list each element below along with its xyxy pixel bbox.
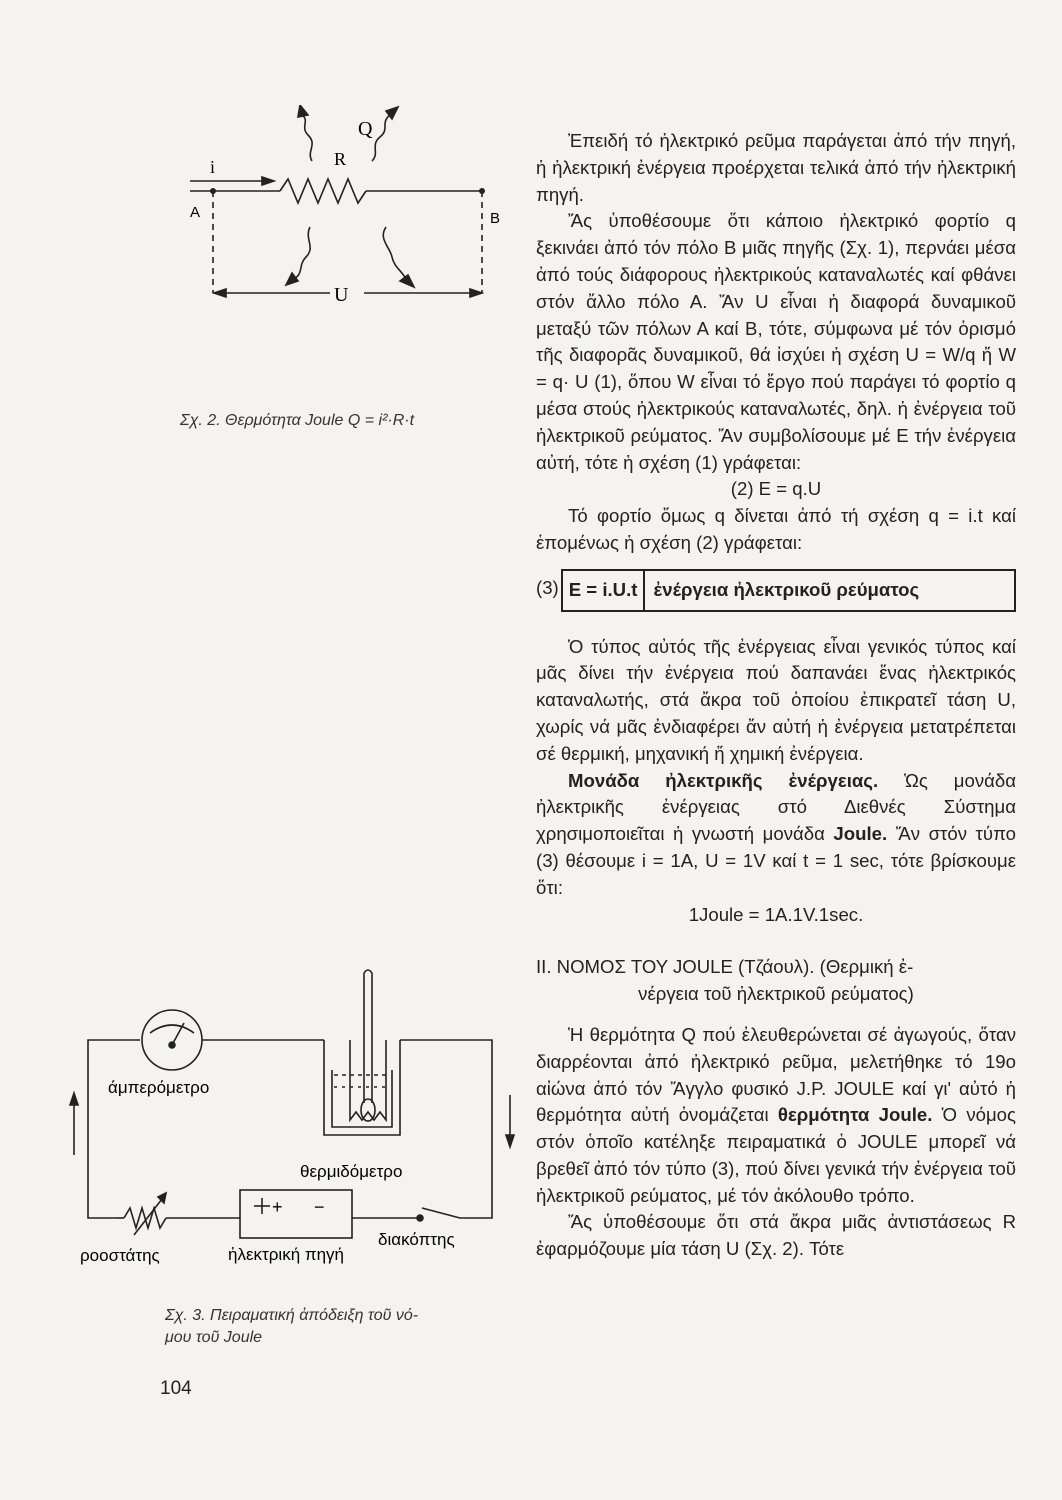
- paragraph-3: Τό φορτίο ὅμως q δίνεται ἀπό τή σχέση q = i.t καί ἑπομένως ἡ σχέση (2) γράφεται:: [536, 505, 1016, 553]
- fig3-label-rheostat: ροοστάτης: [80, 1246, 160, 1265]
- formula-description: ἐνέργεια ἠλεκτρικοῦ ρεύματος: [653, 578, 920, 600]
- equation-joule: 1Joule = 1A.1V.1sec.: [688, 903, 864, 925]
- paragraph-5-b: Ἄν στόν τύπο (3) θέσουμε i = 1A, U = 1V καί t = 1 sec, τότε βρίσκουμε ὅτι:: [536, 823, 1016, 898]
- section-heading-line1: II. ΝΟΜΟΣ ΤΟΥ JOULE (Τζάουλ). (Θερμική ἐ-: [536, 956, 914, 978]
- fig3-label-ammeter: άμπερόμετρο: [108, 1078, 210, 1097]
- paragraph-6: [536, 1022, 1016, 1210]
- paragraph-6-b: Ὁ νόμος στόν ὁποῖο κατέληξε πειραματικά ὁ JOULE μπορεῖ νά βρεθεῖ ἀπό τόν τύπο (3), πού δίνει γενικά τήν ἐνέργεια τοῦ ἠλεκτρικοῦ ρεύματος, μέ τόν ἀκόλουθο τρόπο.: [536, 1104, 1016, 1206]
- formula: E = i.U.t: [563, 571, 646, 610]
- joule-word: Joule.: [833, 823, 888, 845]
- fig2-label-U: U: [334, 284, 349, 306]
- formula-number: (3): [536, 576, 559, 598]
- joule-heat-term: θερμότητα Joule.: [777, 1104, 933, 1126]
- figure-2-caption: Σχ. 2. Θερμότητα Joule Q = i²·R·t: [180, 412, 415, 429]
- fig3-label-switch: διακόπτης: [378, 1230, 455, 1249]
- fig2-label-i: i: [210, 157, 216, 177]
- equation-2: (2) E = q.U: [730, 478, 822, 500]
- paragraph-6-a: Ἡ θερμότητα Q πού ἐλευθερώνεται σέ ἀγωγούς, ὅταν διαρρέονται ἀπό ἠλεκτρικό ρεῦμα, μελετήθηκε τό 19ο αἰώνα ἀπό τόν Ἄγγλο φυσικό J.P. JOULE καί γι' αὐτό ἡ θερμότητα αὐτή ὀνομάζεται: [536, 1023, 1016, 1126]
- text-column: [536, 128, 1016, 1263]
- unit-heading: Μονάδα ἠλεκτρικῆς ἐνέργειας.: [568, 769, 879, 791]
- formula-box: [561, 569, 1016, 612]
- paragraph-2: Ἄς ὑποθέσουμε ὅτι κάποιο ἠλεκτρικό φορτίο q ξεκινάει ἀπό τόν πόλο Β μιᾶς πηγῆς (Σχ. 1), περνάει μέσα ἀπό τούς διάφορους ἠλεκτρικούς καταναλωτές καί φθάνει στόν ἄλλο πόλο Α. Ἄν U εἶναι ἡ διαφορά δυναμικοῦ μεταξύ τῶν πόλων Α καί Β, τότε, σύμφωνα μέ τόν ὁρισμό τῆς διαφορᾶς δυναμικοῦ, θά ἰσχύει ἡ σχέση U = W/q ἤ W = q· U (1), ὅπου W εἶναι τό ἔργο πού παράγει τό φορτίο q μέσα στούς ἠλεκτρικούς καταναλωτές, δηλ. ἡ ἐνέργεια τοῦ ἠλεκτρικοῦ ρεύματος. Ἄν συμβολίσουμε μέ Ε τήν ἐνέργεια αὐτή, τότε ἡ σχέση (1) γράφεται:: [536, 210, 1016, 473]
- figure-3-caption-line1: Σχ. 3. Πειραματική ἀπόδειξη τοῦ νό-: [165, 1307, 419, 1324]
- fig3-minus: −: [314, 1197, 325, 1217]
- fig3-plus: +: [272, 1197, 283, 1217]
- figure-3-caption: [165, 1305, 418, 1349]
- section-heading-line2: νέργεια τοῦ ἠλεκτρικοῦ ρεύματος): [638, 983, 914, 1005]
- figure-2-diagram: [180, 105, 520, 315]
- formula-box-row: [536, 569, 1016, 612]
- fig2-label-R: R: [334, 149, 347, 169]
- figure-3-diagram: [60, 965, 530, 1275]
- fig2-label-A: A: [190, 204, 201, 221]
- paragraph-5-a: Ὡς μονάδα ἠλεκτρικῆς ἐνέργειας στό Διεθνές Σύστημα χρησιμοποιεῖται ἡ γνωστή μονάδα: [536, 769, 1016, 845]
- page-number: 104: [160, 1378, 192, 1399]
- figure-3-caption-line2: μου τοῦ Joule: [165, 1329, 263, 1346]
- fig2-label-B: B: [490, 210, 501, 227]
- fig2-label-Q: Q: [358, 118, 373, 140]
- fig3-label-source: ἠλεκτρική πηγή: [228, 1245, 345, 1264]
- paragraph-4: Ὁ τύπος αὐτός τῆς ἐνέργειας εἶναι γενικός τύπος καί μᾶς δίνει τήν ἐνέργεια πού δαπανάει ἕνας ἠλεκτρικός καταναλωτής, στά ἄκρα τοῦ ὁποίου ἐπικρατεῖ τάση U, χωρίς νά μᾶς ἐνδιαφέρει ἄν αὐτή ἡ ἐνέργεια μετατρέπεται σέ θερμική, μηχανική ἤ χημική ἐνέργεια.: [536, 635, 1016, 764]
- paragraph-5: [536, 768, 1016, 902]
- fig3-label-calorimeter: θερμιδόμετρο: [300, 1162, 403, 1181]
- paragraph-1: Ἐπειδή τό ἠλεκτρικό ρεῦμα παράγεται ἀπό τήν πηγή, ἡ ἠλεκτρική ἐνέργεια προέρχεται τελικά ἀπό τήν ἠλεκτρική πηγή.: [536, 130, 1016, 205]
- paragraph-7: Ἄς ὑποθέσουμε ὅτι στά ἄκρα μιᾶς ἀντιστάσεως R ἐφαρμόζουμε μία τάση U (Σχ. 2). Τότε: [536, 1211, 1016, 1260]
